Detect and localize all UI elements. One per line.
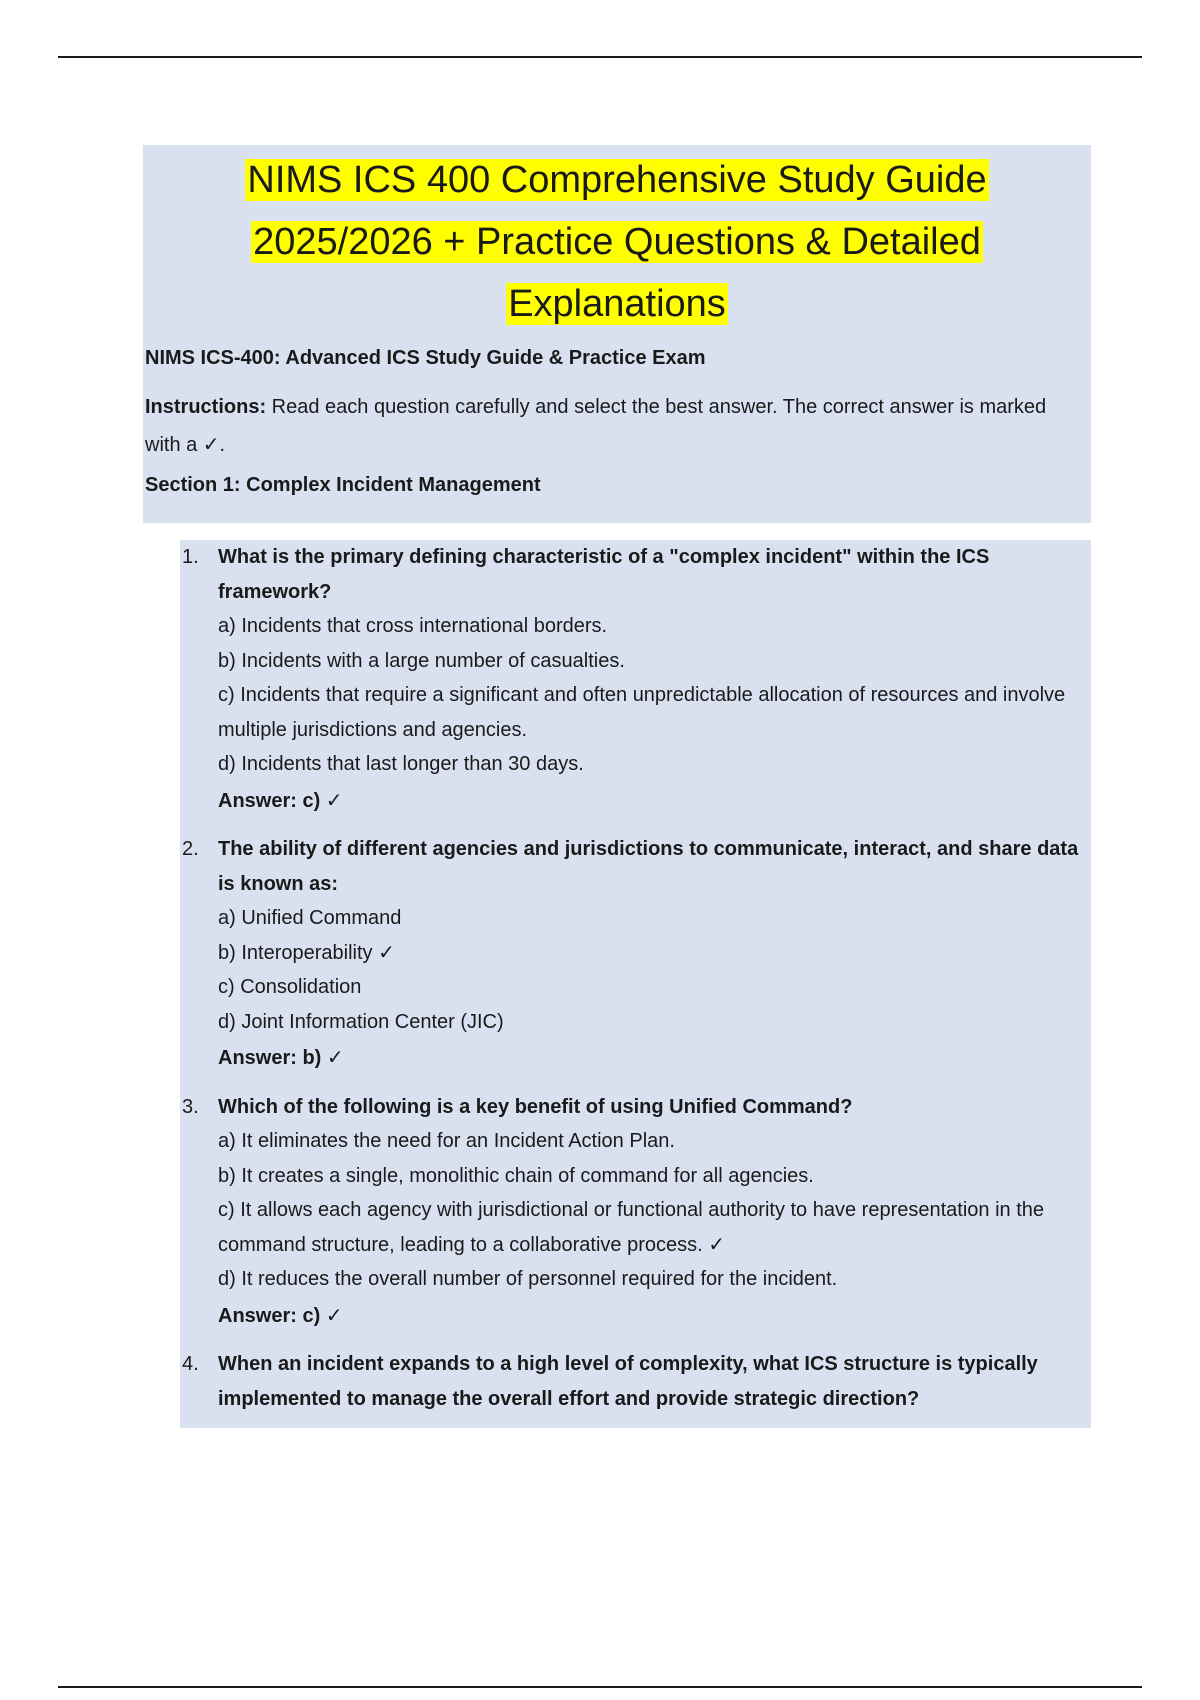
- questions-block: [180, 540, 1091, 1428]
- instructions: [145, 388, 1075, 464]
- option-b: b) Interoperability ✓: [218, 941, 395, 964]
- option-d: d) It reduces the overall number of personnel required for the incident.: [218, 1268, 838, 1290]
- question-number: 3.: [182, 1095, 199, 1118]
- answer: Answer: c) ✓: [218, 789, 343, 812]
- question-stem: Which of the following is a key benefit of using Unified Command?: [218, 1095, 853, 1118]
- question-number: 1.: [182, 546, 199, 568]
- option-c: c) It allows each agency with jurisdictional or functional authority to have representation in the command structure, leading to a collaborative process. ✓: [218, 1199, 1045, 1256]
- option-b: b) Incidents with a large number of casualties.: [218, 649, 625, 672]
- question-number: 2.: [182, 838, 199, 860]
- question-4: [180, 1347, 1091, 1416]
- option-a: a) Unified Command: [218, 907, 402, 929]
- option-a: a) It eliminates the need for an Incident Action Plan.: [218, 1130, 675, 1152]
- instructions-text: Read each question carefully and select the best answer. The correct answer is marked with a ✓.: [145, 396, 1047, 456]
- question-3: [180, 1090, 1091, 1334]
- bottom-rule: [58, 1686, 1142, 1688]
- answer: Answer: b) ✓: [218, 1047, 344, 1069]
- top-rule: [58, 56, 1142, 58]
- document-subtitle: NIMS ICS-400: Advanced ICS Study Guide & Practice Exam: [145, 347, 706, 369]
- title-line-1: NIMS ICS 400 Comprehensive Study Guide: [247, 159, 987, 201]
- section-title: Section 1: Complex Incident Management: [145, 474, 541, 496]
- instructions-label: Instructions:: [145, 396, 267, 418]
- option-c: c) Consolidation: [218, 976, 362, 998]
- question-2: [180, 832, 1091, 1076]
- answer: Answer: c) ✓: [218, 1304, 343, 1327]
- option-d: d) Joint Information Center (JIC): [218, 1010, 504, 1033]
- title-line-3: Explanations: [508, 283, 726, 325]
- header-block: [143, 145, 1091, 523]
- question-stem: What is the primary defining characteristic of a "complex incident" within the ICS framework?: [218, 546, 990, 603]
- question-stem: When an incident expands to a high level of complexity, what ICS structure is typically implemented to manage the overall effort and provide strategic direction?: [218, 1353, 1038, 1410]
- question-stem: The ability of different agencies and jurisdictions to communicate, interact, and share data is known as:: [218, 838, 1079, 895]
- option-d: d) Incidents that last longer than 30 days.: [218, 753, 584, 775]
- question-number: 4.: [182, 1353, 199, 1375]
- document-title: [143, 145, 1091, 335]
- title-line-2: 2025/2026 + Practice Questions & Detailed: [253, 221, 981, 263]
- option-a: a) Incidents that cross international borders.: [218, 615, 608, 637]
- option-c: c) Incidents that require a significant and often unpredictable allocation of resources and involve multiple jurisdictions and agencies.: [218, 684, 1066, 741]
- question-1: [180, 540, 1091, 818]
- option-b: b) It creates a single, monolithic chain of command for all agencies.: [218, 1164, 814, 1187]
